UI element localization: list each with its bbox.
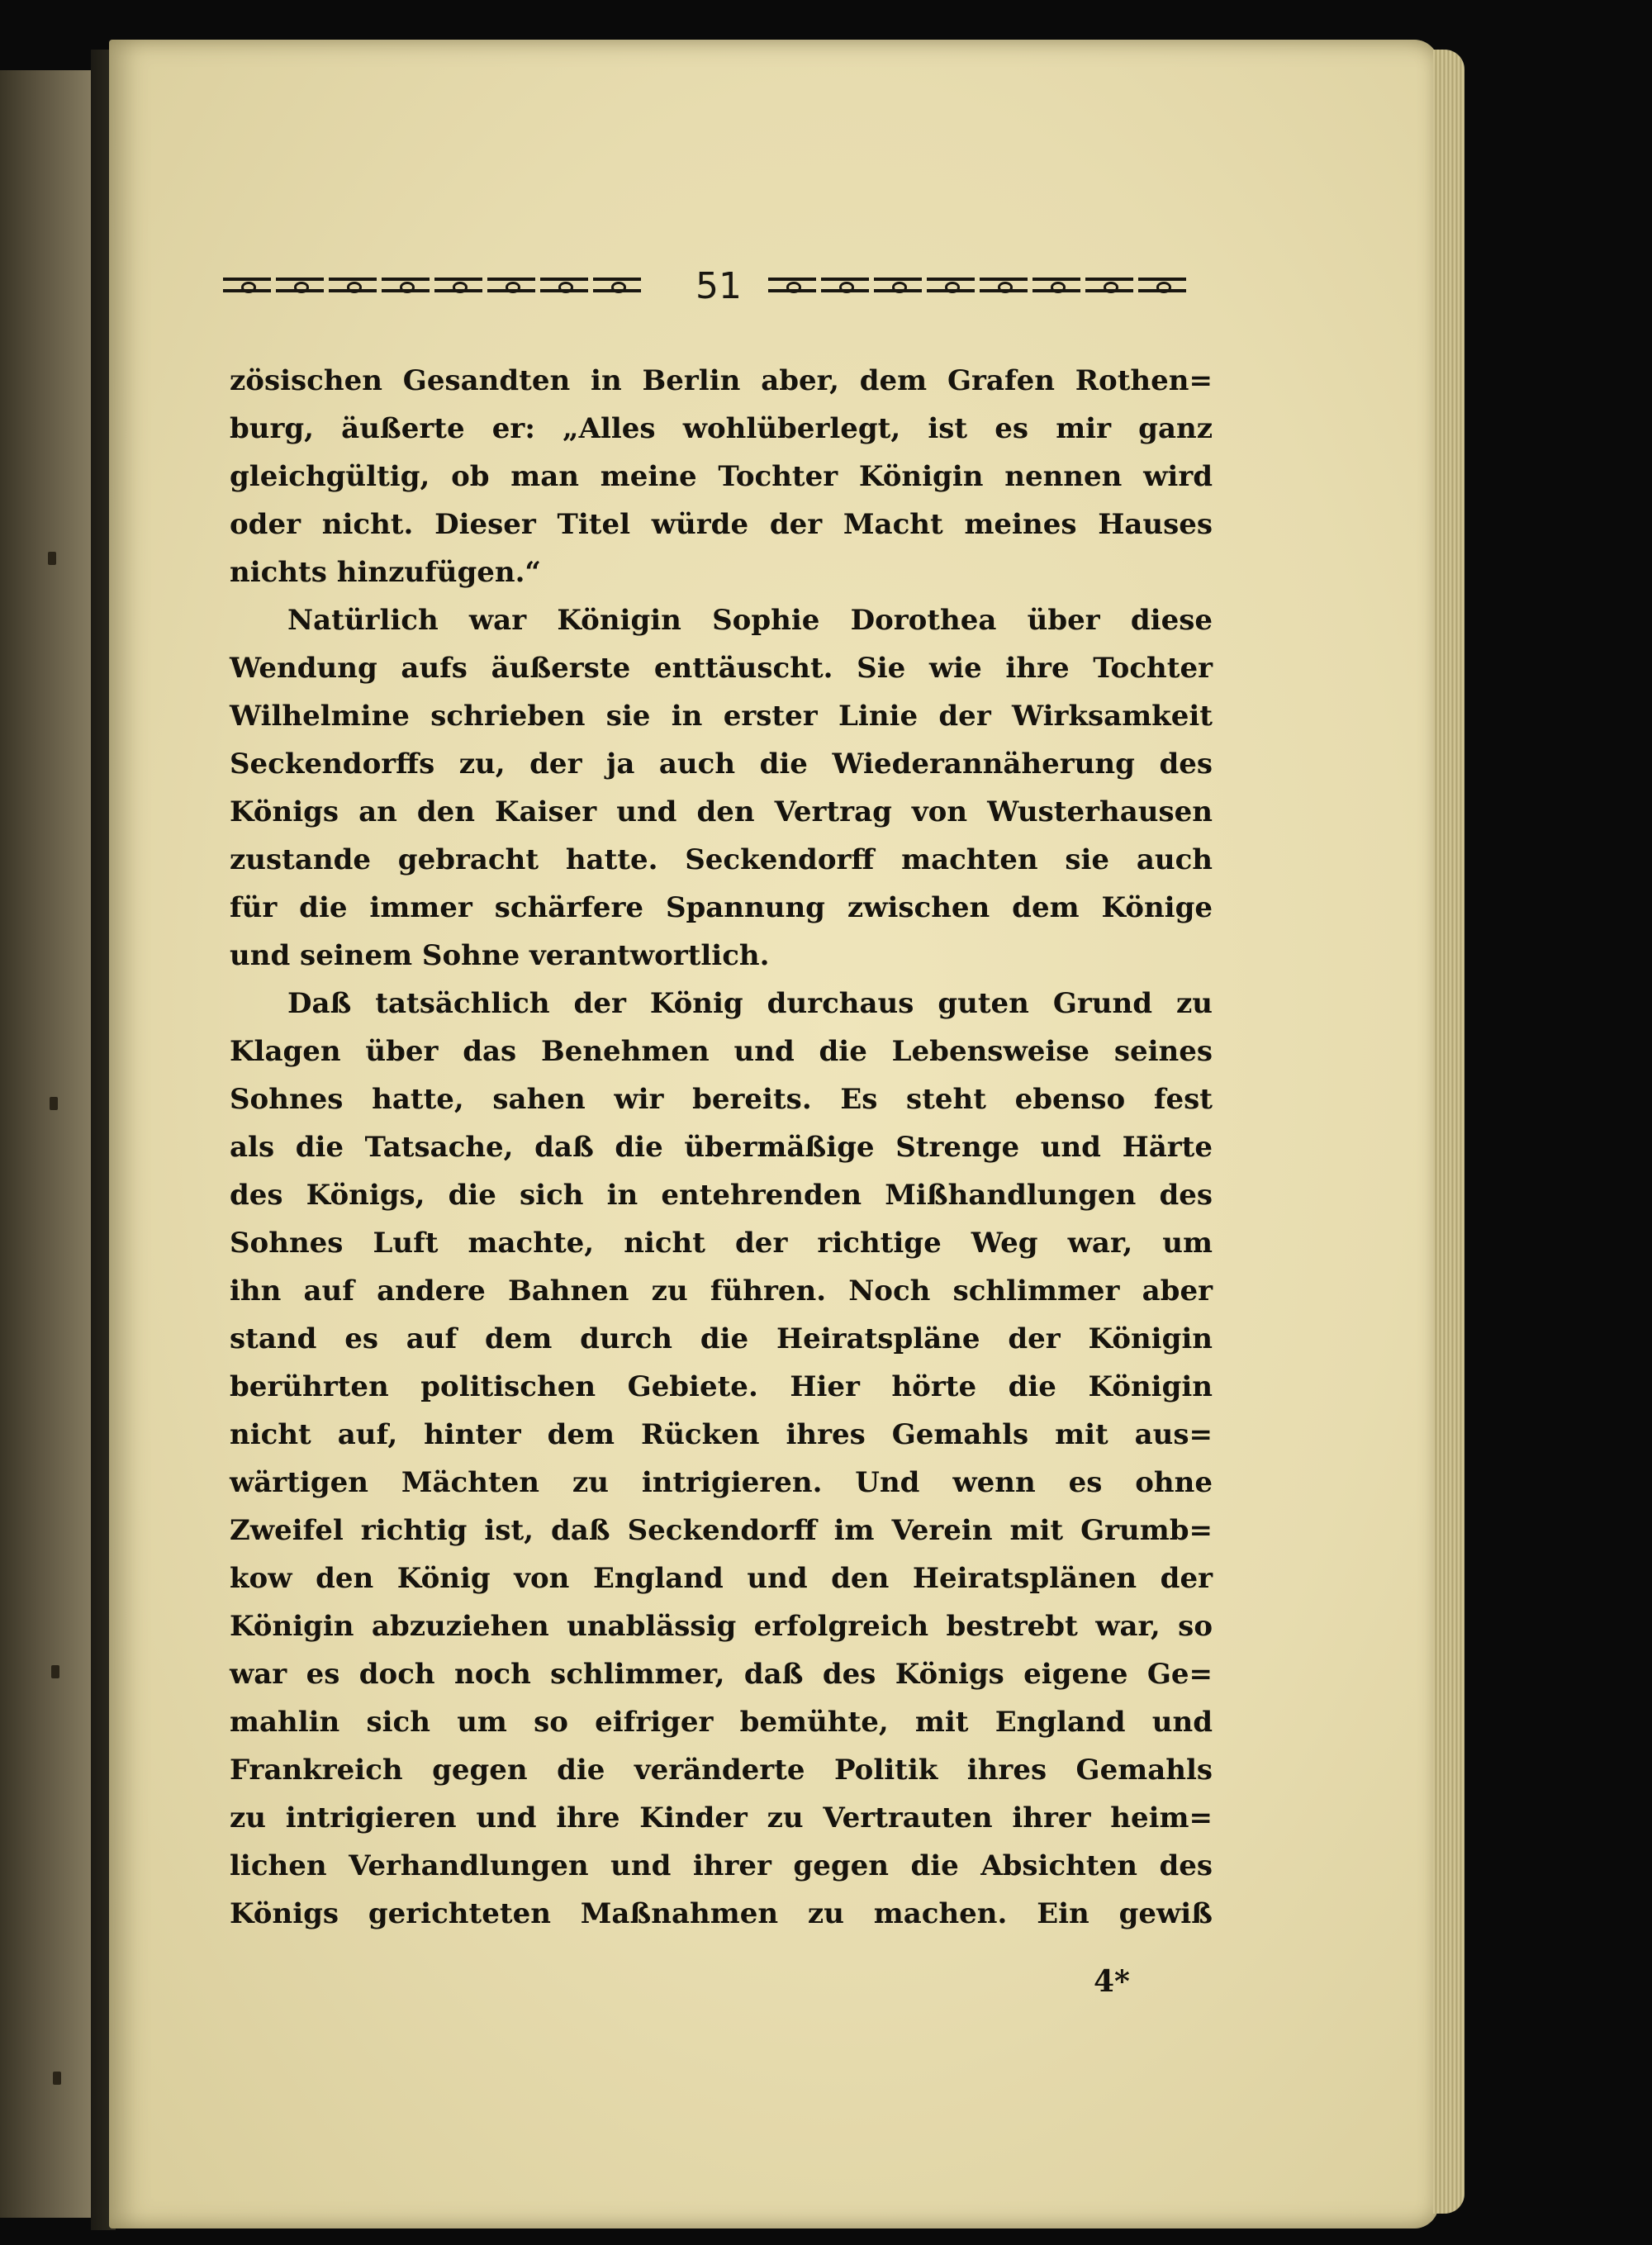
text-line: Zweifel richtig ist, daß Seckendorff im Verein mit Grumb= (230, 1514, 1213, 1547)
ornament-unit (223, 278, 271, 292)
running-header (223, 266, 1214, 307)
ornament-unit (487, 278, 535, 292)
text-line: Natürlich war Königin Sophie Dorothea über diese (287, 604, 1213, 637)
text-line: zösischen Gesandten in Berlin aber, dem Grafen Rothen= (230, 364, 1213, 397)
text-line: Königs an den Kaiser und den Vertrag von Wusterhausen (230, 795, 1213, 828)
ornament-unit (821, 278, 869, 292)
text-line: stand es auf dem durch die Heiratspläne der Königin (230, 1322, 1213, 1355)
margin-mark (50, 1097, 58, 1110)
text-line: Seckendorffs zu, der ja auch die Wiederannäherung des (230, 748, 1213, 781)
text-line: gleichgültig, ob man meine Tochter Königin nennen wird (230, 460, 1213, 493)
text-line: zu intrigieren und ihre Kinder zu Vertrauten ihrer heim= (230, 1801, 1213, 1834)
ornament-unit (874, 278, 922, 292)
text-line: berührten politischen Gebiete. Hier hörte die Königin (230, 1370, 1213, 1403)
ornament-unit (768, 278, 816, 292)
text-line: Frankreich gegen die veränderte Politik ihres Gemahls (230, 1754, 1213, 1787)
ornament-unit (927, 278, 975, 292)
ornament-unit (593, 278, 641, 292)
text-line: kow den König von England und den Heiratsplänen der (230, 1562, 1213, 1595)
text-line: zustande gebracht hatte. Seckendorff machten sie auch (230, 843, 1213, 876)
text-line: Klagen über das Benehmen und die Lebensweise seines (230, 1035, 1213, 1068)
margin-mark (51, 1665, 59, 1678)
ornament-unit (434, 278, 482, 292)
header-ornament-right (768, 274, 1210, 296)
text-line: burg, äußerte er: „Alles wohlüberlegt, ist es mir ganz (230, 412, 1213, 445)
text-line: nicht auf, hinter dem Rücken ihres Gemahls mit aus= (230, 1418, 1213, 1451)
margin-mark (53, 2072, 61, 2085)
text-line: als die Tatsache, daß die übermäßige Strenge und Härte (230, 1131, 1213, 1164)
text-line: Wendung aufs äußerste enttäuscht. Sie wie ihre Tochter (230, 652, 1213, 685)
ornament-unit (1032, 278, 1080, 292)
page-edges (1433, 50, 1464, 2214)
text-line: oder nicht. Dieser Titel würde der Macht meines Hauses (230, 508, 1213, 541)
ornament-unit (540, 278, 588, 292)
ornament-unit (1085, 278, 1133, 292)
margin-mark (48, 552, 56, 565)
text-line: Königs gerichteten Maßnahmen zu machen. Ein gewiß (230, 1897, 1213, 1930)
text-line: für die immer schärfere Spannung zwischen dem Könige (230, 891, 1213, 924)
body-text (230, 357, 1213, 1938)
text-line: Sohnes Luft machte, nicht der richtige Weg war, um (230, 1227, 1213, 1260)
header-ornament-left (223, 274, 653, 296)
previous-page-edge (0, 70, 99, 2218)
ornament-unit (980, 278, 1028, 292)
text-line: Sohnes hatte, sahen wir bereits. Es steht ebenso fest (230, 1083, 1213, 1116)
text-line: lichen Verhandlungen und ihrer gegen die Absichten des (230, 1849, 1213, 1882)
text-line: Wilhelmine schrieben sie in erster Linie der Wirksamkeit (230, 700, 1213, 733)
ornament-unit (329, 278, 377, 292)
text-line: mahlin sich um so eifriger bemühte, mit England und (230, 1706, 1213, 1739)
page-number: 51 (695, 265, 742, 307)
text-line: nichts hinzufügen.“ (230, 556, 541, 589)
ornament-unit (276, 278, 324, 292)
ornament-unit (382, 278, 430, 292)
text-line: ihn auf andere Bahnen zu führen. Noch schlimmer aber (230, 1274, 1213, 1308)
text-line: wärtigen Mächten zu intrigieren. Und wenn es ohne (230, 1466, 1213, 1499)
ornament-unit (1138, 278, 1186, 292)
text-line: Königin abzuziehen unablässig erfolgreich bestrebt war, so (230, 1610, 1213, 1643)
text-line: des Königs, die sich in entehrenden Mißhandlungen des (230, 1179, 1213, 1212)
text-line: und seinem Sohne verantwortlich. (230, 939, 770, 972)
signature-mark: 4* (1094, 1964, 1130, 1999)
text-line: war es doch noch schlimmer, daß des Königs eigene Ge= (230, 1658, 1213, 1691)
text-line: Daß tatsächlich der König durchaus guten Grund zu (287, 987, 1213, 1020)
